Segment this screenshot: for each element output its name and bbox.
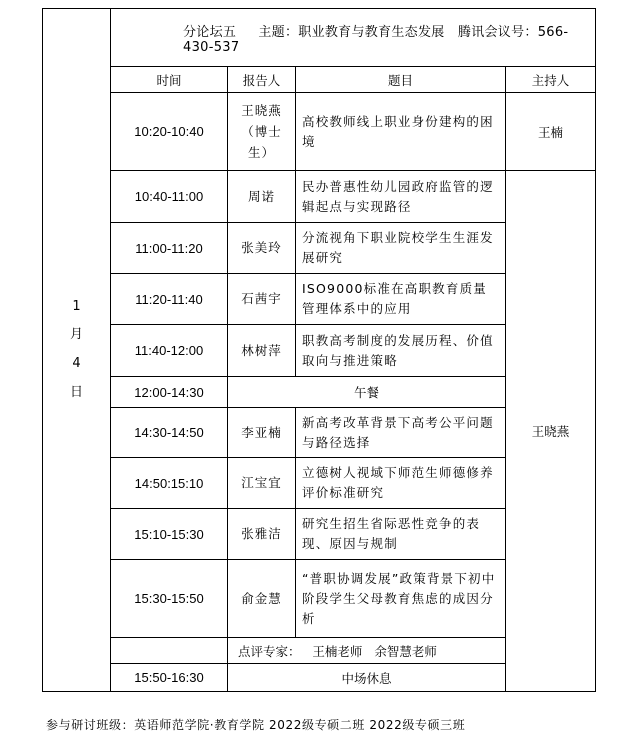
speaker-note: 生） — [247, 145, 275, 161]
row-speaker: 张雅洁 — [228, 509, 296, 560]
row-time: 10:40-11:00 — [111, 171, 228, 223]
header-row — [43, 67, 596, 93]
row-speaker: 林树萍 — [228, 325, 296, 377]
row-time: 14:50:15:10 — [111, 458, 228, 509]
row-topic: 研究生招生省际恶性竞争的表现、原因与规制 — [296, 509, 506, 560]
table-row — [43, 171, 596, 223]
speaker-note: （博士 — [241, 123, 282, 139]
row-time: 15:10-15:30 — [111, 509, 228, 560]
row-time: 11:00-11:20 — [111, 223, 228, 274]
row-topic: 分流视角下职业院校学生生涯发展研究 — [296, 223, 506, 274]
row-topic: 新高考改革背景下高考公平问题与路径选择 — [296, 408, 506, 458]
schedule-table — [42, 8, 596, 692]
row-speaker: 李亚楠 — [228, 408, 296, 458]
row-speaker: 周诺 — [228, 171, 296, 223]
row-topic: “普职协调发展”政策背景下初中阶段学生父母教育焦虑的成因分析 — [296, 560, 506, 638]
lunch-label: 午餐 — [228, 377, 506, 408]
row-speaker: 张美玲 — [228, 223, 296, 274]
table-row — [43, 93, 596, 171]
row-time: 10:20-10:40 — [111, 93, 228, 171]
participating-classes: 参与研讨班级：英语师范学院·教育学院 2022级专硕二班 2022级专硕三班 — [46, 718, 466, 732]
row-topic: 立德树人视域下师范生师德修养评价标准研究 — [296, 458, 506, 509]
date-line-2: 月 — [69, 327, 83, 343]
date-line-1: 1 — [72, 298, 81, 314]
col-time-header: 时间 — [111, 67, 228, 93]
date-line-4: 日 — [69, 384, 83, 400]
speaker-name: 王晓燕 — [241, 102, 282, 118]
lunch-time: 12:00-14:30 — [111, 377, 228, 408]
row-speaker: 石茜宇 — [228, 274, 296, 325]
row-time: 15:30-15:50 — [111, 560, 228, 638]
forum-title — [111, 9, 596, 67]
row-speaker: 江宝宜 — [228, 458, 296, 509]
host-first: 王楠 — [506, 93, 596, 171]
date-cell — [43, 9, 111, 692]
col-speaker-header: 报告人 — [228, 67, 296, 93]
row-topic: 职教高考制度的发展历程、价值取向与推进策略 — [296, 325, 506, 377]
row-topic: 民办普惠性幼儿园政府监管的逻辑起点与实现路径 — [296, 171, 506, 223]
meeting-id: 腾讯会议号：566-430-537 — [183, 24, 569, 55]
row-topic: ISO9000标准在高职教育质量管理体系中的应用 — [296, 274, 506, 325]
break-label: 中场休息 — [228, 664, 506, 692]
forum-theme: 主题：职业教育与教育生态发展 — [258, 24, 445, 40]
experts-blank — [111, 638, 228, 664]
row-topic: 高校教师线上职业身份建构的困境 — [296, 93, 506, 171]
col-host-header: 主持人 — [506, 67, 596, 93]
col-topic-header: 题目 — [296, 67, 506, 93]
forum-name: 分论坛五 — [183, 24, 237, 40]
break-time: 15:50-16:30 — [111, 664, 228, 692]
review-experts: 点评专家： 王楠老师 余智慧老师 — [228, 638, 506, 664]
row-time: 11:20-11:40 — [111, 274, 228, 325]
date-line-3: 4 — [72, 356, 81, 371]
row-speaker: 俞金慧 — [228, 560, 296, 638]
row-time: 11:40-12:00 — [111, 325, 228, 377]
host-second: 王晓燕 — [506, 171, 596, 692]
row-time: 14:30-14:50 — [111, 408, 228, 458]
row-speaker — [228, 93, 296, 171]
